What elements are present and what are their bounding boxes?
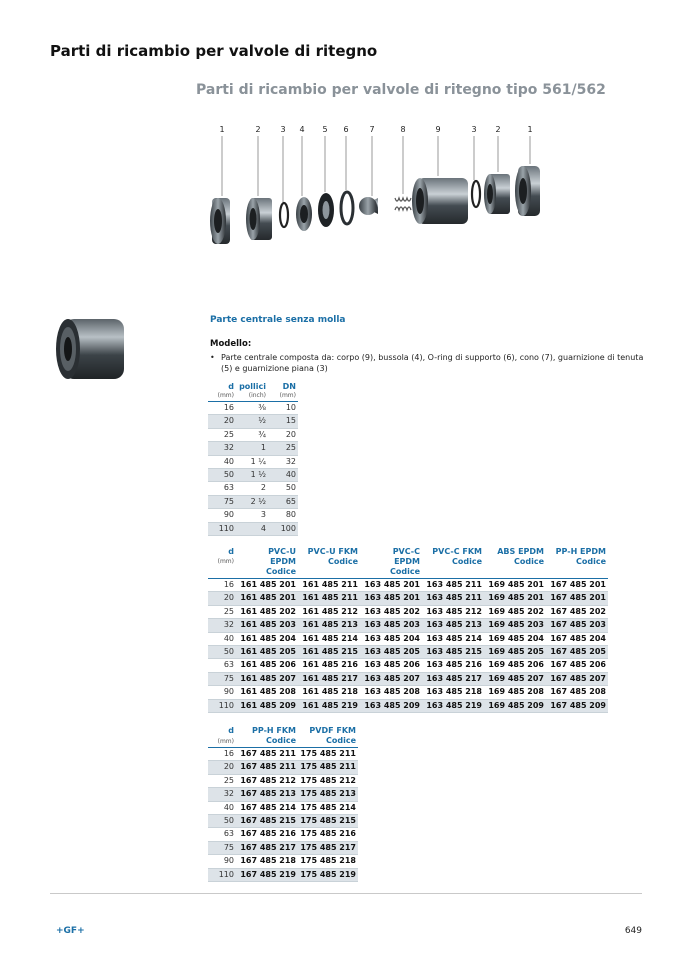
column-header: Codice [575, 557, 606, 566]
column-header: Codice [236, 736, 298, 748]
code-cell: 167 485 216 [236, 828, 298, 841]
callout-label: 3 [280, 125, 286, 134]
model-description-text: Parte centrale composta da: corpo (9), bussola (4), O-ring di supporto (6), cono (7), guarnizione di tenuta (5) e guarnizione piana (3) [221, 353, 644, 373]
column-header: pollici [239, 382, 266, 391]
table-row [208, 632, 608, 645]
diameter-cell: 25 [208, 774, 236, 787]
column-header: Codice [327, 557, 358, 566]
table-row [208, 686, 608, 699]
diameter-cell: 32 [208, 619, 236, 632]
table-cell: 65 [268, 495, 298, 508]
diameter-cell: 40 [208, 801, 236, 814]
diameter-cell: 50 [208, 646, 236, 659]
code-cell: 167 485 202 [546, 605, 608, 618]
union-nut-left [210, 198, 230, 244]
model-label: Modello: [210, 339, 252, 349]
table-cell: 80 [268, 509, 298, 522]
code-cell: 167 485 204 [546, 632, 608, 645]
code-cell: 161 485 207 [236, 672, 298, 685]
column-unit-d: (mm) [208, 736, 236, 748]
diameter-cell: 20 [208, 761, 236, 774]
table-row [208, 855, 358, 868]
code-cell: 167 485 219 [236, 868, 298, 881]
callout-label: 8 [400, 125, 406, 134]
column-header: Codice [360, 567, 422, 579]
code-cell: 167 485 206 [546, 659, 608, 672]
code-cell: 161 485 205 [236, 646, 298, 659]
model-description [210, 352, 650, 374]
table-cell: 1 ½ [236, 469, 268, 482]
diameter-cell: 90 [208, 686, 236, 699]
code-cell: 167 485 201 [546, 579, 608, 592]
section-subtitle: Parti di ricambio per valvole di ritegno tipo 561/562 [196, 82, 606, 98]
diameter-cell: 16 [208, 579, 236, 592]
code-cell: 163 485 208 [360, 686, 422, 699]
diameter-cell: 63 [208, 828, 236, 841]
code-cell: 163 485 201 [360, 579, 422, 592]
table-cell: 1 [236, 442, 268, 455]
flat-gasket-left [280, 203, 288, 227]
table-row [208, 605, 608, 618]
column-header: DN [282, 382, 296, 391]
column-unit: (mm) [208, 392, 236, 402]
table-row [208, 482, 298, 495]
code-cell: 161 485 213 [298, 619, 360, 632]
table-row [208, 815, 358, 828]
code-cell: 161 485 206 [236, 659, 298, 672]
column-header: PVC-C [392, 547, 420, 556]
code-cell: 175 485 214 [298, 801, 358, 814]
table-cell: 32 [268, 455, 298, 468]
dimensions-table [208, 382, 298, 536]
table-row [208, 801, 358, 814]
end-connector-left [246, 198, 272, 240]
valve-body [412, 178, 468, 224]
code-cell: 169 485 203 [484, 619, 546, 632]
column-header: PP-H FKM [251, 726, 296, 735]
column-header: PVC-U [268, 547, 296, 556]
column-header [298, 567, 360, 579]
table-cell: 63 [208, 482, 236, 495]
table-row [208, 761, 358, 774]
table-cell: 4 [236, 522, 268, 535]
diameter-cell: 32 [208, 788, 236, 801]
table-cell: 2 ½ [236, 495, 268, 508]
code-cell: 161 485 208 [236, 686, 298, 699]
diameter-cell: 50 [208, 815, 236, 828]
code-cell: 161 485 201 [236, 579, 298, 592]
code-cell: 163 485 203 [360, 619, 422, 632]
table-row [208, 442, 298, 455]
code-cell: 163 485 202 [360, 605, 422, 618]
code-cell: 163 485 201 [360, 592, 422, 605]
end-connector-right [484, 174, 510, 214]
table-cell: 40 [208, 455, 236, 468]
diameter-cell: 20 [208, 592, 236, 605]
code-cell: 175 485 211 [298, 761, 358, 774]
table-cell: 90 [208, 509, 236, 522]
column-header: Codice [298, 736, 358, 748]
table-row [208, 672, 608, 685]
code-cell: 163 485 213 [422, 619, 484, 632]
union-nut-right [515, 166, 540, 216]
code-cell: 175 485 215 [298, 815, 358, 828]
code-cell: 163 485 216 [422, 659, 484, 672]
code-cell: 161 485 211 [298, 592, 360, 605]
gf-logo: +GF+ [56, 926, 85, 936]
code-cell: 163 485 212 [422, 605, 484, 618]
code-cell: 175 485 211 [298, 748, 358, 761]
table-row [208, 699, 608, 712]
column-header: PVC-U FKM [307, 547, 358, 556]
table-cell: 25 [208, 428, 236, 441]
code-cell: 167 485 205 [546, 646, 608, 659]
code-cell: 169 485 204 [484, 632, 546, 645]
code-cell: 169 485 201 [484, 579, 546, 592]
exploded-valve-diagram [190, 118, 560, 258]
spring [395, 198, 411, 210]
column-header: d [228, 382, 234, 391]
code-cell: 163 485 217 [422, 672, 484, 685]
table-row [208, 646, 608, 659]
column-header: EPDM [270, 557, 296, 566]
bush [296, 197, 312, 231]
column-header-d: d [228, 547, 234, 556]
table-cell: 20 [208, 415, 236, 428]
diameter-cell: 75 [208, 841, 236, 854]
code-cell: 167 485 212 [236, 774, 298, 787]
table-row [208, 455, 298, 468]
codes-table-main [208, 547, 608, 713]
code-cell: 175 485 218 [298, 855, 358, 868]
flat-gasket-right [472, 181, 480, 207]
code-cell: 161 485 209 [236, 699, 298, 712]
code-cell: 163 485 211 [422, 592, 484, 605]
code-cell: 161 485 214 [298, 632, 360, 645]
code-cell: 167 485 213 [236, 788, 298, 801]
column-header: PVDF FKM [309, 726, 356, 735]
column-header [546, 567, 608, 579]
callout-label: 2 [495, 125, 501, 134]
table-cell: 40 [268, 469, 298, 482]
code-cell: 167 485 215 [236, 815, 298, 828]
table-cell: 2 [236, 482, 268, 495]
table-row [208, 748, 358, 761]
table-cell: ⅜ [236, 402, 268, 415]
table-cell: 1 ¼ [236, 455, 268, 468]
callout-label: 5 [322, 125, 328, 134]
column-header [422, 567, 484, 579]
table-row [208, 428, 298, 441]
code-cell: 167 485 203 [546, 619, 608, 632]
code-cell: 163 485 211 [422, 579, 484, 592]
code-cell: 161 485 211 [298, 579, 360, 592]
diameter-cell: 25 [208, 605, 236, 618]
code-cell: 169 485 202 [484, 605, 546, 618]
code-cell: 167 485 201 [546, 592, 608, 605]
code-cell: 175 485 216 [298, 828, 358, 841]
seal [318, 193, 334, 227]
code-cell: 163 485 209 [360, 699, 422, 712]
code-cell: 169 485 206 [484, 659, 546, 672]
callout-label: 2 [255, 125, 261, 134]
table-row [208, 522, 298, 535]
column-header-spacer [208, 567, 236, 579]
section-heading: Parte centrale senza molla [210, 315, 346, 325]
table-cell: 50 [208, 469, 236, 482]
table-cell: 100 [268, 522, 298, 535]
diameter-cell: 63 [208, 659, 236, 672]
table-row [208, 841, 358, 854]
table-cell: 3 [236, 509, 268, 522]
table-row [208, 868, 358, 881]
central-part-photo [50, 313, 130, 385]
column-unit: (inch) [236, 392, 268, 402]
code-cell: 175 485 219 [298, 868, 358, 881]
code-cell: 167 485 208 [546, 686, 608, 699]
code-cell: 175 485 212 [298, 774, 358, 787]
code-cell: 161 485 219 [298, 699, 360, 712]
code-cell: 161 485 216 [298, 659, 360, 672]
table-row [208, 592, 608, 605]
callout-label: 1 [527, 125, 533, 134]
table-cell: 15 [268, 415, 298, 428]
footer-divider [50, 893, 642, 894]
table-row [208, 579, 608, 592]
code-cell: 163 485 214 [422, 632, 484, 645]
page-number: 649 [624, 926, 642, 936]
table-row [208, 469, 298, 482]
column-header [484, 567, 546, 579]
callout-label: 1 [219, 125, 225, 134]
table-cell: 75 [208, 495, 236, 508]
table-cell: 20 [268, 428, 298, 441]
diameter-cell: 90 [208, 855, 236, 868]
code-cell: 163 485 215 [422, 646, 484, 659]
callout-label: 3 [471, 125, 477, 134]
table-row [208, 402, 298, 415]
column-unit-d: (mm) [217, 558, 234, 565]
callout-label: 9 [435, 125, 441, 134]
column-header-d: d [228, 726, 234, 735]
table-cell: 50 [268, 482, 298, 495]
code-cell: 163 485 204 [360, 632, 422, 645]
code-cell: 167 485 209 [546, 699, 608, 712]
code-cell: 161 485 215 [298, 646, 360, 659]
code-cell: 169 485 208 [484, 686, 546, 699]
code-cell: 169 485 201 [484, 592, 546, 605]
table-row [208, 788, 358, 801]
table-row [208, 415, 298, 428]
table-row [208, 774, 358, 787]
column-header: Codice [236, 567, 298, 579]
table-cell: 32 [208, 442, 236, 455]
bullet-icon: • [210, 353, 215, 362]
code-cell: 161 485 218 [298, 686, 360, 699]
table-cell: 10 [268, 402, 298, 415]
table-cell: ¾ [236, 428, 268, 441]
code-cell: 163 485 219 [422, 699, 484, 712]
code-cell: 167 485 214 [236, 801, 298, 814]
table-row [208, 495, 298, 508]
code-cell: 167 485 207 [546, 672, 608, 685]
table-cell: 110 [208, 522, 236, 535]
code-cell: 167 485 211 [236, 748, 298, 761]
code-cell: 167 485 218 [236, 855, 298, 868]
table-cell: 25 [268, 442, 298, 455]
diameter-cell: 40 [208, 632, 236, 645]
table-row [208, 619, 608, 632]
diameter-cell: 75 [208, 672, 236, 685]
code-cell: 161 485 203 [236, 619, 298, 632]
table-cell: 16 [208, 402, 236, 415]
table-row [208, 659, 608, 672]
code-cell: 175 485 217 [298, 841, 358, 854]
table-cell: ½ [236, 415, 268, 428]
code-cell: 169 485 209 [484, 699, 546, 712]
diameter-cell: 110 [208, 699, 236, 712]
code-cell: 163 485 206 [360, 659, 422, 672]
table-row [208, 828, 358, 841]
cone [359, 197, 378, 215]
callout-label: 4 [299, 125, 305, 134]
column-header: PVC-C FKM [432, 547, 482, 556]
code-cell: 163 485 205 [360, 646, 422, 659]
column-header: EPDM [394, 557, 420, 566]
codes-table-secondary [208, 726, 358, 882]
code-cell: 161 485 201 [236, 592, 298, 605]
column-header: PP-H EPDM [555, 547, 606, 556]
code-cell: 161 485 217 [298, 672, 360, 685]
code-cell: 163 485 207 [360, 672, 422, 685]
code-cell: 167 485 217 [236, 841, 298, 854]
code-cell: 169 485 207 [484, 672, 546, 685]
callout-label: 6 [343, 125, 349, 134]
support-o-ring [341, 192, 353, 224]
code-cell: 175 485 213 [298, 788, 358, 801]
page-title: Parti di ricambio per valvole di ritegno [50, 42, 378, 60]
column-unit: (mm) [268, 392, 298, 402]
table-row [208, 509, 298, 522]
column-header: ABS EPDM [497, 547, 544, 556]
code-cell: 167 485 211 [236, 761, 298, 774]
column-header: Codice [513, 557, 544, 566]
code-cell: 163 485 218 [422, 686, 484, 699]
callout-label: 7 [369, 125, 375, 134]
column-header: Codice [451, 557, 482, 566]
code-cell: 161 485 204 [236, 632, 298, 645]
code-cell: 161 485 202 [236, 605, 298, 618]
code-cell: 169 485 205 [484, 646, 546, 659]
diameter-cell: 110 [208, 868, 236, 881]
diameter-cell: 16 [208, 748, 236, 761]
code-cell: 161 485 212 [298, 605, 360, 618]
